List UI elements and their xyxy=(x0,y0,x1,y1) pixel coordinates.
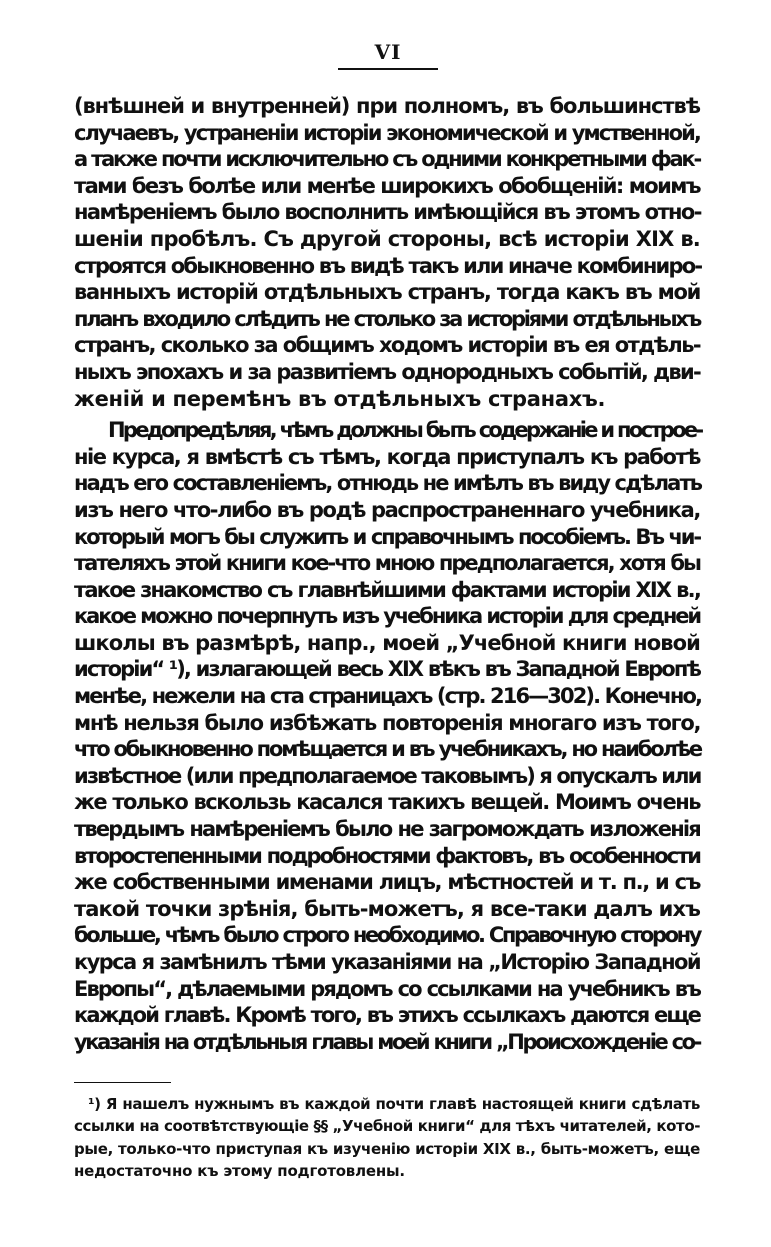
text-line: школы въ размѣрѣ, напр., моей „Учебной книги новой xyxy=(74,630,700,655)
text-line: мнѣ нельзя было избѣжать повторенія многаго изъ того, xyxy=(74,710,701,735)
text-line: Предопредѣляя, чѣмъ должны быть содержаніе и построе- xyxy=(108,418,702,443)
footnote-line: недостаточно къ этому подготовлены. xyxy=(74,1161,405,1180)
text-line: второстепенными подробностями фактовъ, въ особенности xyxy=(74,843,700,868)
text-line: какое можно почерпнуть изъ учебника исторіи для средней xyxy=(74,604,700,629)
footnote-line: рые, только-что приступая къ изученію исторіи XIX в., быть-можетъ, еще xyxy=(74,1139,700,1158)
header-rule xyxy=(338,68,438,70)
text-line: ванныхъ исторій отдѣльныхъ странъ, тогда какъ въ мой xyxy=(74,280,700,305)
text-line: строятся обыкновенно въ видѣ такъ или иначе комбиниро- xyxy=(74,253,702,278)
text-line: такой точки зрѣнія, быть-можетъ, я все-таки далъ ихъ xyxy=(74,896,700,921)
text-line: каждой главѣ. Кромѣ того, въ этихъ ссылкахъ даются еще xyxy=(74,1003,700,1028)
body-text xyxy=(74,93,700,1055)
text-line: ніе курса, я вмѣстѣ съ тѣмъ, когда приступалъ къ работѣ xyxy=(74,444,700,469)
text-line: извѣстное (или предполагаемое таковымъ) я опускалъ или xyxy=(74,763,701,788)
text-line: изъ него что-либо въ родѣ распространеннаго учебника, xyxy=(74,497,700,522)
text-line: женій и перемѣнъ въ отдѣльныхъ странахъ. xyxy=(74,386,606,411)
text-line: а также почти исключительно съ одними конкретными фак- xyxy=(74,147,700,172)
text-line: (внѣшней и внутренней) при полномъ, въ большинствѣ xyxy=(74,94,700,118)
text-line: курса я замѣнилъ тѣми указаніями на „Исторію Западной xyxy=(74,950,700,974)
text-line: шеніи пробѣлъ. Съ другой стороны, всѣ исторіи XIX в. xyxy=(74,226,700,251)
text-line: который могъ бы служить и справочнымъ пособіемъ. Въ чи- xyxy=(74,524,700,549)
footnote-line: ссылки на соотвѣтствующіе §§ „Учебной книги“ для тѣхъ читателей, кото- xyxy=(74,1117,701,1136)
text-line: твердымъ намѣреніемъ было не загромождать изложенія xyxy=(74,817,700,842)
text-line: указанія на отдѣльныя главы моей книги „Происхожденіе со- xyxy=(74,1029,700,1054)
text-line: такое знакомство съ главнѣйшими фактами исторіи XIX в., xyxy=(74,577,700,602)
text-line: тателяхъ этой книги кое-что мною предполагается, хотя бы xyxy=(74,551,700,576)
footnote-rule xyxy=(74,1082,171,1083)
text-line: же собственными именами лицъ, мѣстностей и т. п., и съ xyxy=(74,870,700,895)
text-line: тами безъ болѣе или менѣе широкихъ обобщеній: моимъ xyxy=(74,173,700,198)
text-line: планъ входило слѣдить не столько за исторіями отдѣльныхъ xyxy=(74,306,700,331)
text-line: больше, чѣмъ было строго необходимо. Справочную сторону xyxy=(74,923,700,948)
paragraph-1 xyxy=(74,93,700,412)
footnote xyxy=(74,1093,700,1182)
text-line: странъ, сколько за общимъ ходомъ исторіи въ ея отдѣль- xyxy=(74,333,700,358)
text-line: исторіи“ ¹), излагающей весь XIX вѣкъ въ Западной Европѣ xyxy=(74,657,700,682)
text-line: менѣе, нежели на ста страницахъ (стр. 216—302). Конечно, xyxy=(74,684,702,709)
footnote-line: ¹) Я нашелъ нужнымъ въ каждой почти главѣ настоящей книги сдѣлать xyxy=(88,1095,700,1113)
text-line: намѣреніемъ было восполнить имѣющійся въ этомъ отно- xyxy=(74,200,701,225)
text-line: что обыкновенно помѣщается и въ учебникахъ, но наиболѣе xyxy=(74,737,701,762)
text-line: же только вскользь касался такихъ вещей. Моимъ очень xyxy=(74,790,700,815)
text-line: случаевъ, устраненіи исторіи экономической и умственной, xyxy=(74,120,700,145)
text-line: надъ его составленіемъ, отнюдь не имѣлъ въ виду сдѣлать xyxy=(74,471,702,496)
page-number: VI xyxy=(374,40,402,64)
paragraph-2 xyxy=(74,417,700,1055)
text-line: Европы“, дѣлаемыми рядомъ со ссылками на учебникъ въ xyxy=(74,976,700,1001)
text-line: ныхъ эпохахъ и за развитіемъ однородныхъ событій, дви- xyxy=(74,359,700,384)
